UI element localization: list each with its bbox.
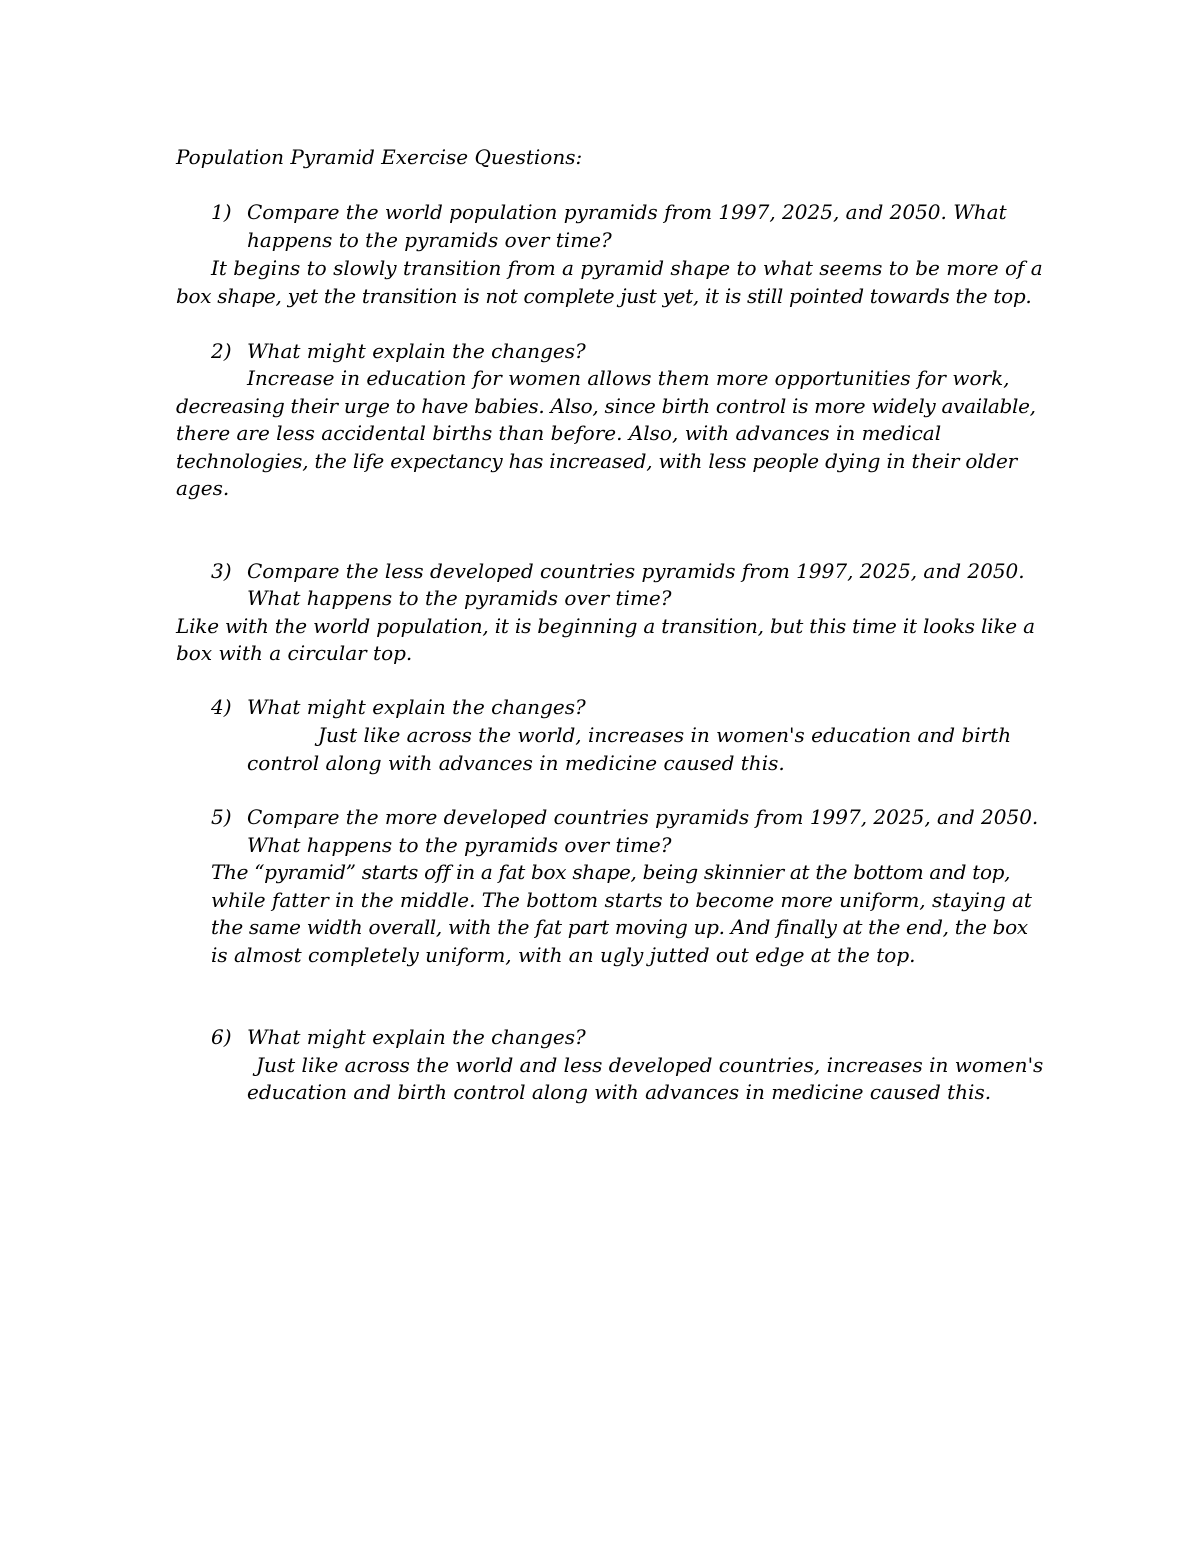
item-5-answer-line-2: while fatter in the middle. The bottom starts to become more uniform, staying at	[211, 888, 1032, 912]
item-6-number: 6)	[211, 1025, 232, 1049]
item-3-question-line-2: What happens to the pyramids over time?	[247, 586, 672, 610]
item-6-answer-line-1: Just like across the world and less developed countries, increases in women's	[256, 1053, 1044, 1077]
item-1-answer-line-2: box shape, yet the transition is not complete just yet, it is still pointed towards the top.	[176, 284, 1032, 308]
item-2-answer-line-5: ages.	[176, 476, 230, 500]
item-3-question-line-1: Compare the less developed countries pyramids from 1997, 2025, and 2050.	[247, 559, 1025, 583]
item-3-answer-line-2: box with a circular top.	[176, 641, 413, 665]
item-2-answer-line-2: decreasing their urge to have babies. Also, since birth control is more widely available,	[176, 394, 1036, 418]
item-4-number: 4)	[211, 695, 232, 719]
item-5-question-line-2: What happens to the pyramids over time?	[247, 833, 672, 857]
item-3-number: 3)	[211, 559, 232, 583]
item-5-answer-line-1: The “pyramid” starts off in a fat box shape, being skinnier at the bottom and top,	[211, 860, 1011, 884]
item-4-question-line-1: What might explain the changes?	[247, 695, 586, 719]
item-5-question-line-1: Compare the more developed countries pyramids from 1997, 2025, and 2050.	[247, 805, 1039, 829]
item-4-answer-line-2: control along with advances in medicine caused this.	[247, 751, 785, 775]
item-2-question-line-1: What might explain the changes?	[247, 339, 586, 363]
item-2-answer-line-1: Increase in education for women allows them more opportunities for work,	[247, 366, 1010, 390]
item-1-answer-line-1: It begins to slowly transition from a pyramid shape to what seems to be more of a	[211, 256, 1043, 280]
item-1-question-line-1: Compare the world population pyramids from 1997, 2025, and 2050. What	[247, 200, 1007, 224]
item-5-answer-line-4: is almost completely uniform, with an ugly jutted out edge at the top.	[211, 943, 916, 967]
item-6-question-line-1: What might explain the changes?	[247, 1025, 586, 1049]
item-6-answer-line-2: education and birth control along with advances in medicine caused this.	[247, 1080, 992, 1104]
item-1-question-line-2: happens to the pyramids over time?	[247, 228, 612, 252]
item-2-number: 2)	[211, 339, 232, 363]
item-2-answer-line-3: there are less accidental births than before. Also, with advances in medical	[176, 421, 942, 445]
item-4-answer-line-1: Just like across the world, increases in women's education and birth	[318, 723, 1012, 747]
item-5-answer-line-3: the same width overall, with the fat part moving up. And finally at the end, the box	[211, 915, 1028, 939]
page-title: Population Pyramid Exercise Questions:	[176, 145, 583, 169]
item-3-answer-line-1: Like with the world population, it is beginning a transition, but this time it looks like a	[176, 614, 1035, 638]
item-1-number: 1)	[211, 200, 232, 224]
item-5-number: 5)	[211, 805, 232, 829]
item-2-answer-line-4: technologies, the life expectancy has increased, with less people dying in their older	[176, 449, 1017, 473]
